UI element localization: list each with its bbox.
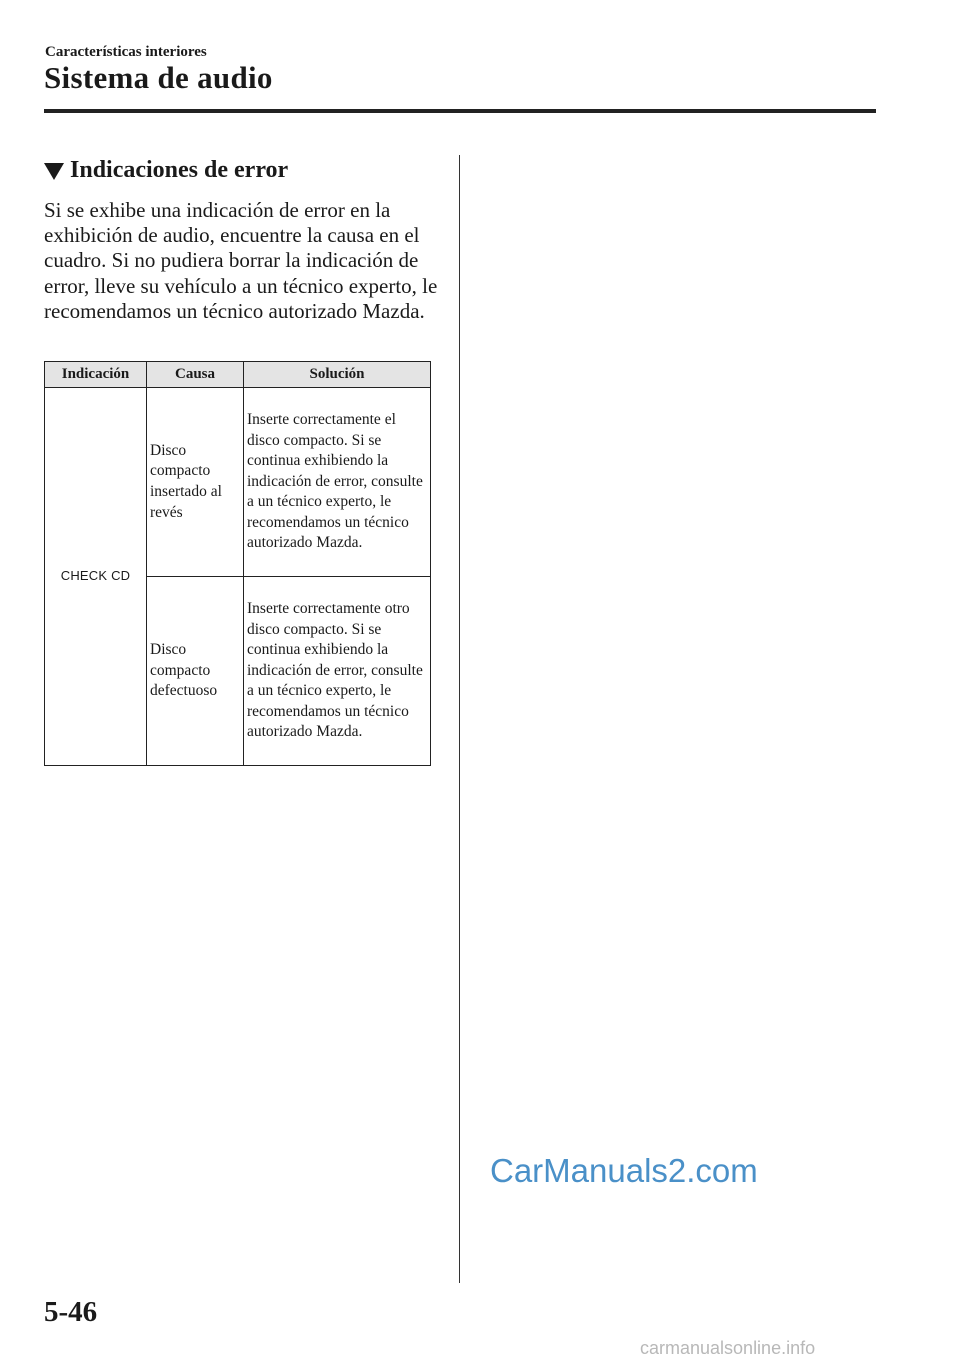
- cause-cell: Disco compacto defectuoso: [147, 577, 244, 766]
- page-number: 5-46: [44, 1296, 98, 1328]
- section-title: Sistema de audio: [44, 60, 273, 95]
- chapter-label: Características interiores: [45, 44, 207, 60]
- header-solution: Solución: [244, 362, 431, 388]
- column-divider: [459, 155, 460, 1283]
- site-watermark: carmanualsonline.info: [640, 1338, 816, 1358]
- indication-cell: CHECK CD: [45, 388, 147, 766]
- error-table: [44, 361, 431, 766]
- header-rule: [44, 109, 876, 113]
- table-row: [45, 388, 431, 577]
- table-header-row: [45, 362, 431, 388]
- header-indication: Indicación: [45, 362, 147, 388]
- cause-cell: Disco compacto insertado al revés: [147, 388, 244, 577]
- header-cause: Causa: [147, 362, 244, 388]
- intro-paragraph: Si se exhibe una indicación de error en la exhibición de audio, encuentre la causa en el cuadro. Si no pudiera borrar la indicación de error, lleve su vehículo a un técnico experto, le recomendamos un técnico autorizado Mazda.: [44, 198, 438, 323]
- triangle-down-icon: [44, 163, 64, 180]
- subheading-text: Indicaciones de error: [70, 157, 289, 183]
- solution-cell: Inserte correctamente el disco compacto. Si se continua exhibiendo la indicación de error, consulte a un técnico experto, le recomendamos un técnico autorizado Mazda.: [244, 388, 431, 577]
- watermark-text: CarManuals2.com: [490, 1152, 758, 1189]
- solution-cell: Inserte correctamente otro disco compacto. Si se continua exhibiendo la indicación de error, consulte a un técnico experto, le recomendamos un técnico autorizado Mazda.: [244, 577, 431, 766]
- subheading: [44, 157, 288, 184]
